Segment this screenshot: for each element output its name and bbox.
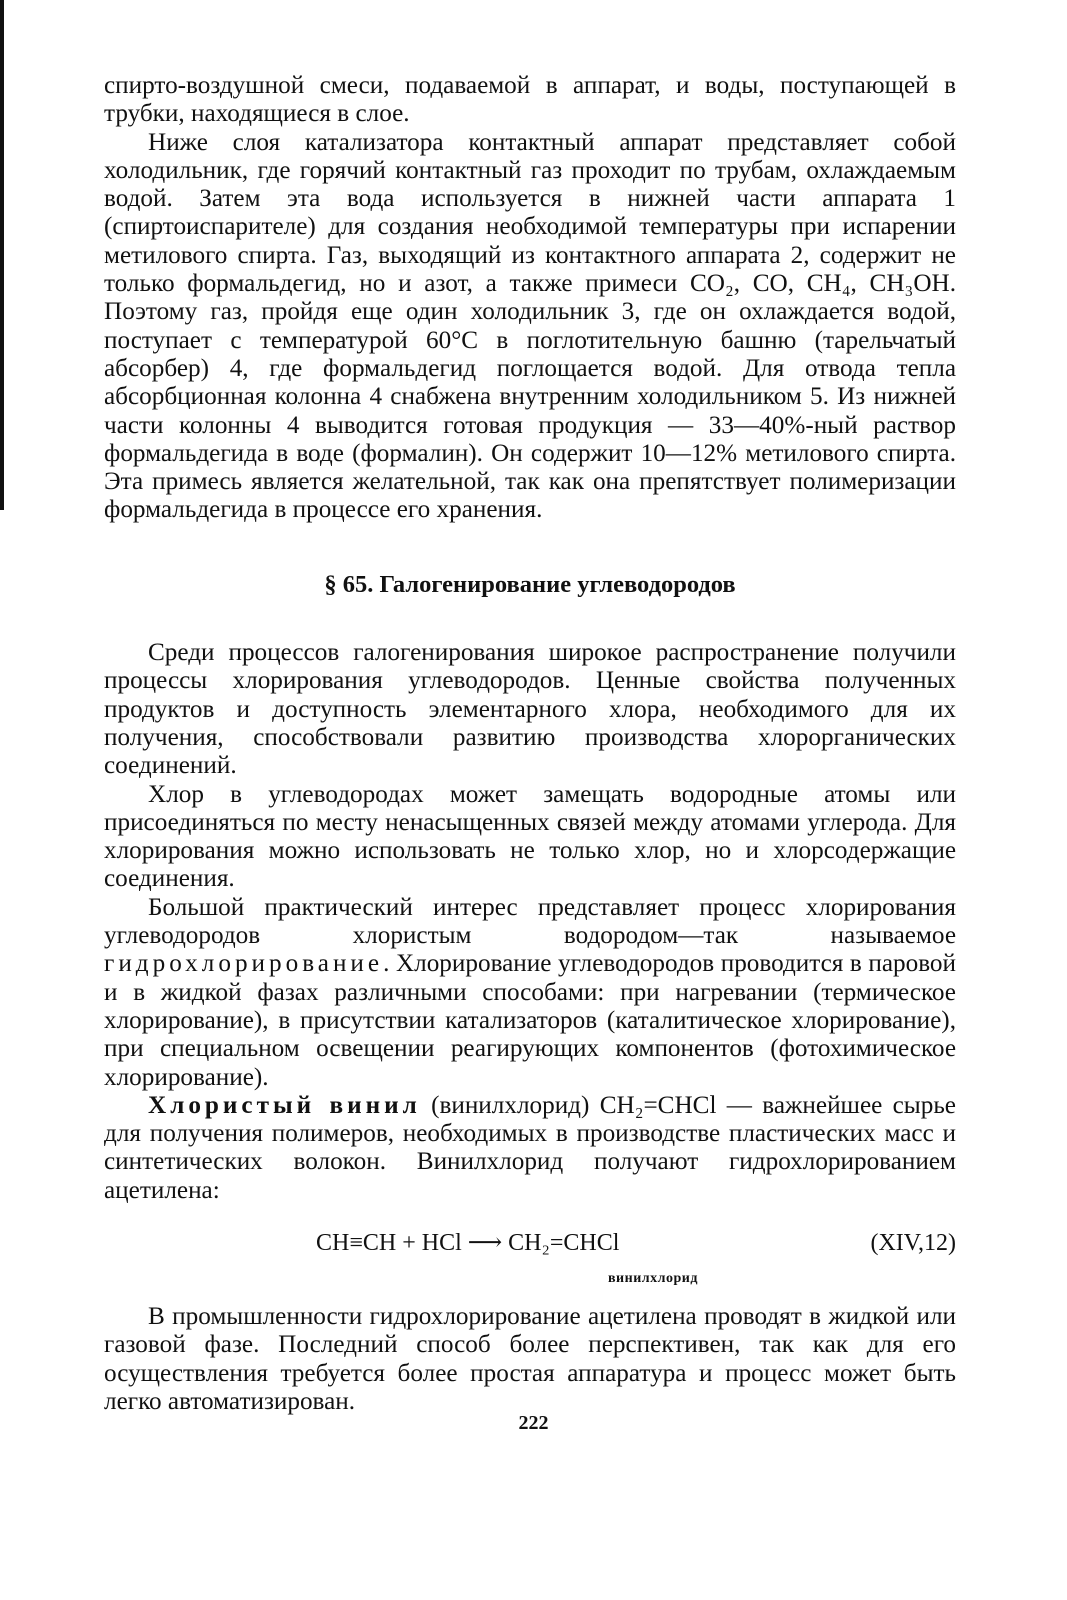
hydrochlorination-term: гидрохлорирование bbox=[104, 950, 384, 978]
paragraph-hydrochlorination bbox=[104, 894, 956, 1092]
paragraph-halogenation-intro: Среди процессов галогенирования широкое распространение получили процессы хлорирования углеводородов. Ценные свойства полученных продуктов и доступность элементарного хлора, необходимого для их получения, способствовали развитию производства хлорорганических соединений. bbox=[104, 639, 956, 780]
page-body bbox=[104, 72, 956, 1416]
page-edge-rule bbox=[0, 0, 4, 510]
equation-block bbox=[104, 1221, 956, 1286]
hydro-text-before: Большой практический интерес представляет процесс хлорирования углеводородов хлористым водородом—так называемое bbox=[104, 893, 956, 950]
section-heading: § 65. Галогенирование углеводородов bbox=[324, 570, 736, 598]
equation-product-label: винилхлорид bbox=[608, 1270, 698, 1286]
paragraph-vinyl-chloride bbox=[104, 1092, 956, 1205]
paragraph-industrial-process: В промышленности гидрохлорирование ацетилена проводят в жидкой или газовой фазе. Последний способ более перспективен, так как для его осуществления требуется более простая аппаратура и процесс может быть легко автоматизирован. bbox=[104, 1302, 956, 1415]
vinyl-chloride-term: Хлористый винил bbox=[148, 1091, 421, 1119]
hydro-text-after: . Хлорирование углеводородов проводится в паровой и в жидкой фазах различными способами: при нагревании (термическое хлорирование), в присутствии катализаторов (каталитическое хлорирование), при специальном освещении реагирующих компонентов (фотохимическое хлорирование). bbox=[104, 950, 956, 1091]
paragraph-chlorine-substitution: Хлор в углеводородах может замещать водородные атомы или присоединяться по месту ненасыщенных связей между атомами углерода. Для хлорирования можно использовать не только хлор, но и хлорсодержащие соединения. bbox=[104, 780, 956, 893]
equation-number: (XIV,12) bbox=[870, 1229, 956, 1256]
page-number: 222 bbox=[518, 1412, 549, 1434]
vinyl-text-after: (винилхлорид) CH₂=CHCl — важнейшее сырье для получения полимеров, необходимых в производстве пластических масс и синтетических волокон. Винилхлорид получают гидрохлорированием ацетилена: bbox=[104, 1091, 956, 1204]
equation-formula: CH≡CH + HCl ⟶ CH₂=CHCl bbox=[316, 1229, 620, 1256]
paragraph-contact-apparatus: Ниже слоя катализатора контактный аппарат представляет собой холодильник, где горячий контактный газ проходит по трубам, охлаждаемым водой. Затем эта вода используется в нижней части аппарата 1 (спиртоиспарителе) для создания необходимой температуры при испарении метилового спирта. Газ, выходящий из контактного аппарата 2, содержит не только формальдегид, но и азот, а также примеси CO₂, CO, CH₄, CH₃OH. Поэтому газ, пройдя еще один холодильник 3, где он охлаждается водой, поступает с температурой 60°С в поглотительную башню (тарельчатый абсорбер) 4, где формальдегид поглощается водой. Для отвода тепла абсорбционная колонна 4 снабжена внутренним холодильником 5. Из нижней части колонны 4 выводится готовая продукция — 33—40%-ный раствор формальдегида в воде (формалин). Он содержит 10—12% метилового спирта. Эта примесь является желательной, так как она препятствует полимеризации формальдегида в процессе его хранения. bbox=[104, 128, 956, 524]
paragraph-continuation: спирто-воздушной смеси, подаваемой в аппарат, и воды, поступающей в трубки, находящиеся в слое. bbox=[104, 72, 956, 128]
